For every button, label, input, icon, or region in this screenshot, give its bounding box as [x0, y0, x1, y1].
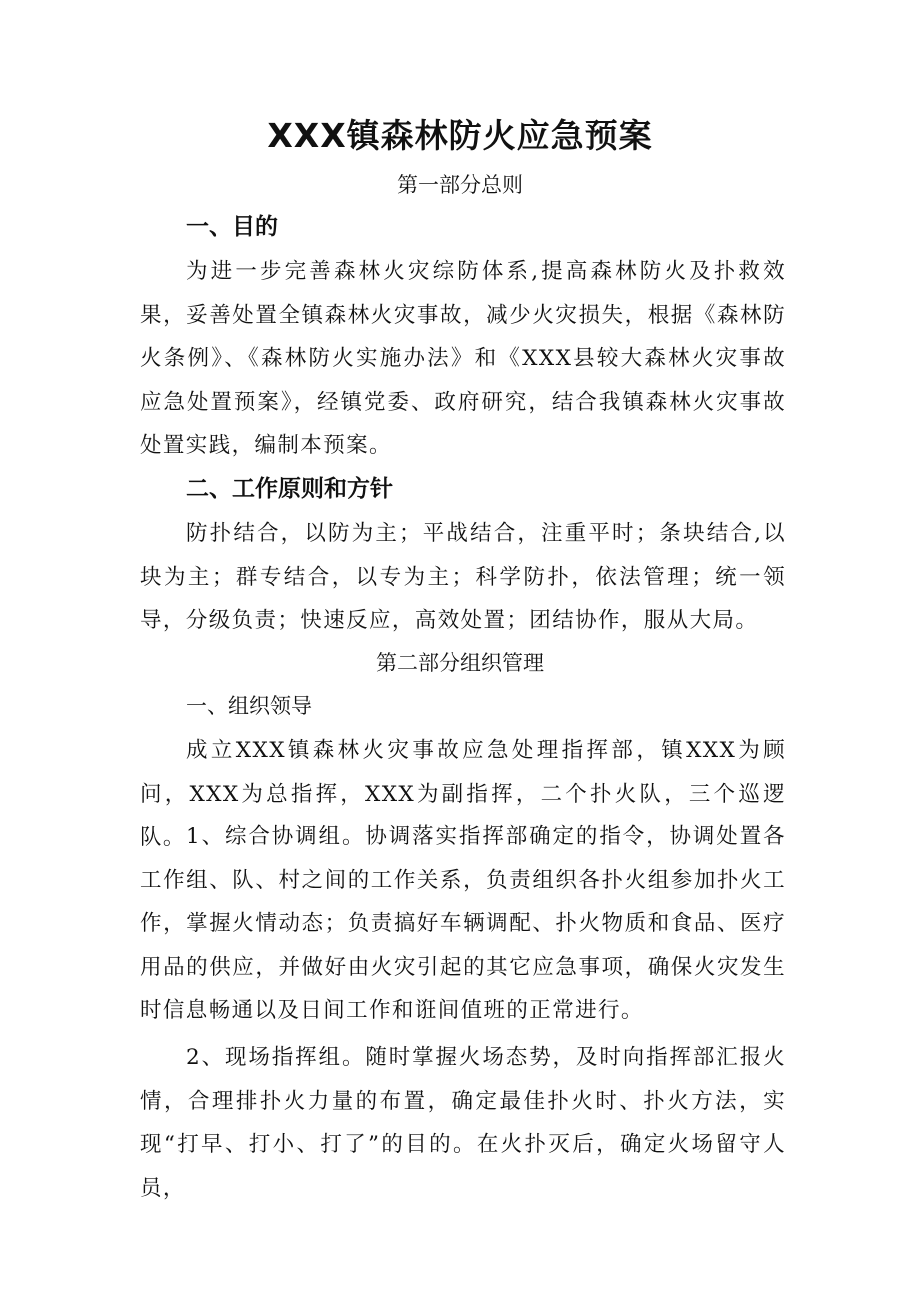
item-2-paragraph: 2、现场指挥组。随时掌握火场态势，及时向指挥部汇报火情，合理排扑火力量的布置，确定最佳扑火时、扑火方法，实现“打早、打小、打了”的目的。在火扑灭后，确定火场留守人员， — [140, 1045, 786, 1201]
organization-paragraph: 成立XXX镇森林火灾事故应急处理指挥部，镇XXX为顾问，XXX为总指挥，XXX为副指挥，二个扑火队，三个巡逻队。 — [140, 738, 786, 851]
part-1-title: 第一部分总则 — [397, 173, 523, 197]
organization-heading: 一、组织领导 — [186, 694, 312, 718]
section-2-paragraph: 防扑结合，以防为主；平战结合，注重平时；条块结合,以块为主；群专结合，以专为主；科学防扑，依法管理；统一领导，分级负责；快速反应，高效处置；团结协作，服从大局。 — [140, 521, 786, 634]
part-2-title: 第二部分组织管理 — [376, 651, 544, 675]
section-2-heading: 二、工作原则和方针 — [186, 476, 393, 502]
document-title: XXX镇森林防火应急预案 — [267, 116, 653, 155]
section-1-paragraph: 为进一步完善森林火灾综防体系,提高森林防火及扑救效果，妥善处置全镇森林火灾事故，减少火灾损失，根据《森林防火条例》、《森林防火实施办法》和《XXX县较大森林火灾事故应急处置预案》，经镇党委、政府研究，结合我镇森林火灾事故处置实践，编制本预案。 — [140, 259, 786, 459]
section-1-heading: 一、目的 — [186, 214, 278, 240]
item-1-paragraph: 1、综合协调组。协调落实指挥部确定的指令，协调处置各工作组、队、村之间的工作关系，负责组织各扑火组参加扑火工作，掌握火情动态；负责搞好车辆调配、扑火物质和食品、医疗用品的供应，并做好由火灾引起的其它应急事项，确保火灾发生时信息畅通以及日间工作和诳间值班的正常进行。 — [140, 824, 786, 1024]
